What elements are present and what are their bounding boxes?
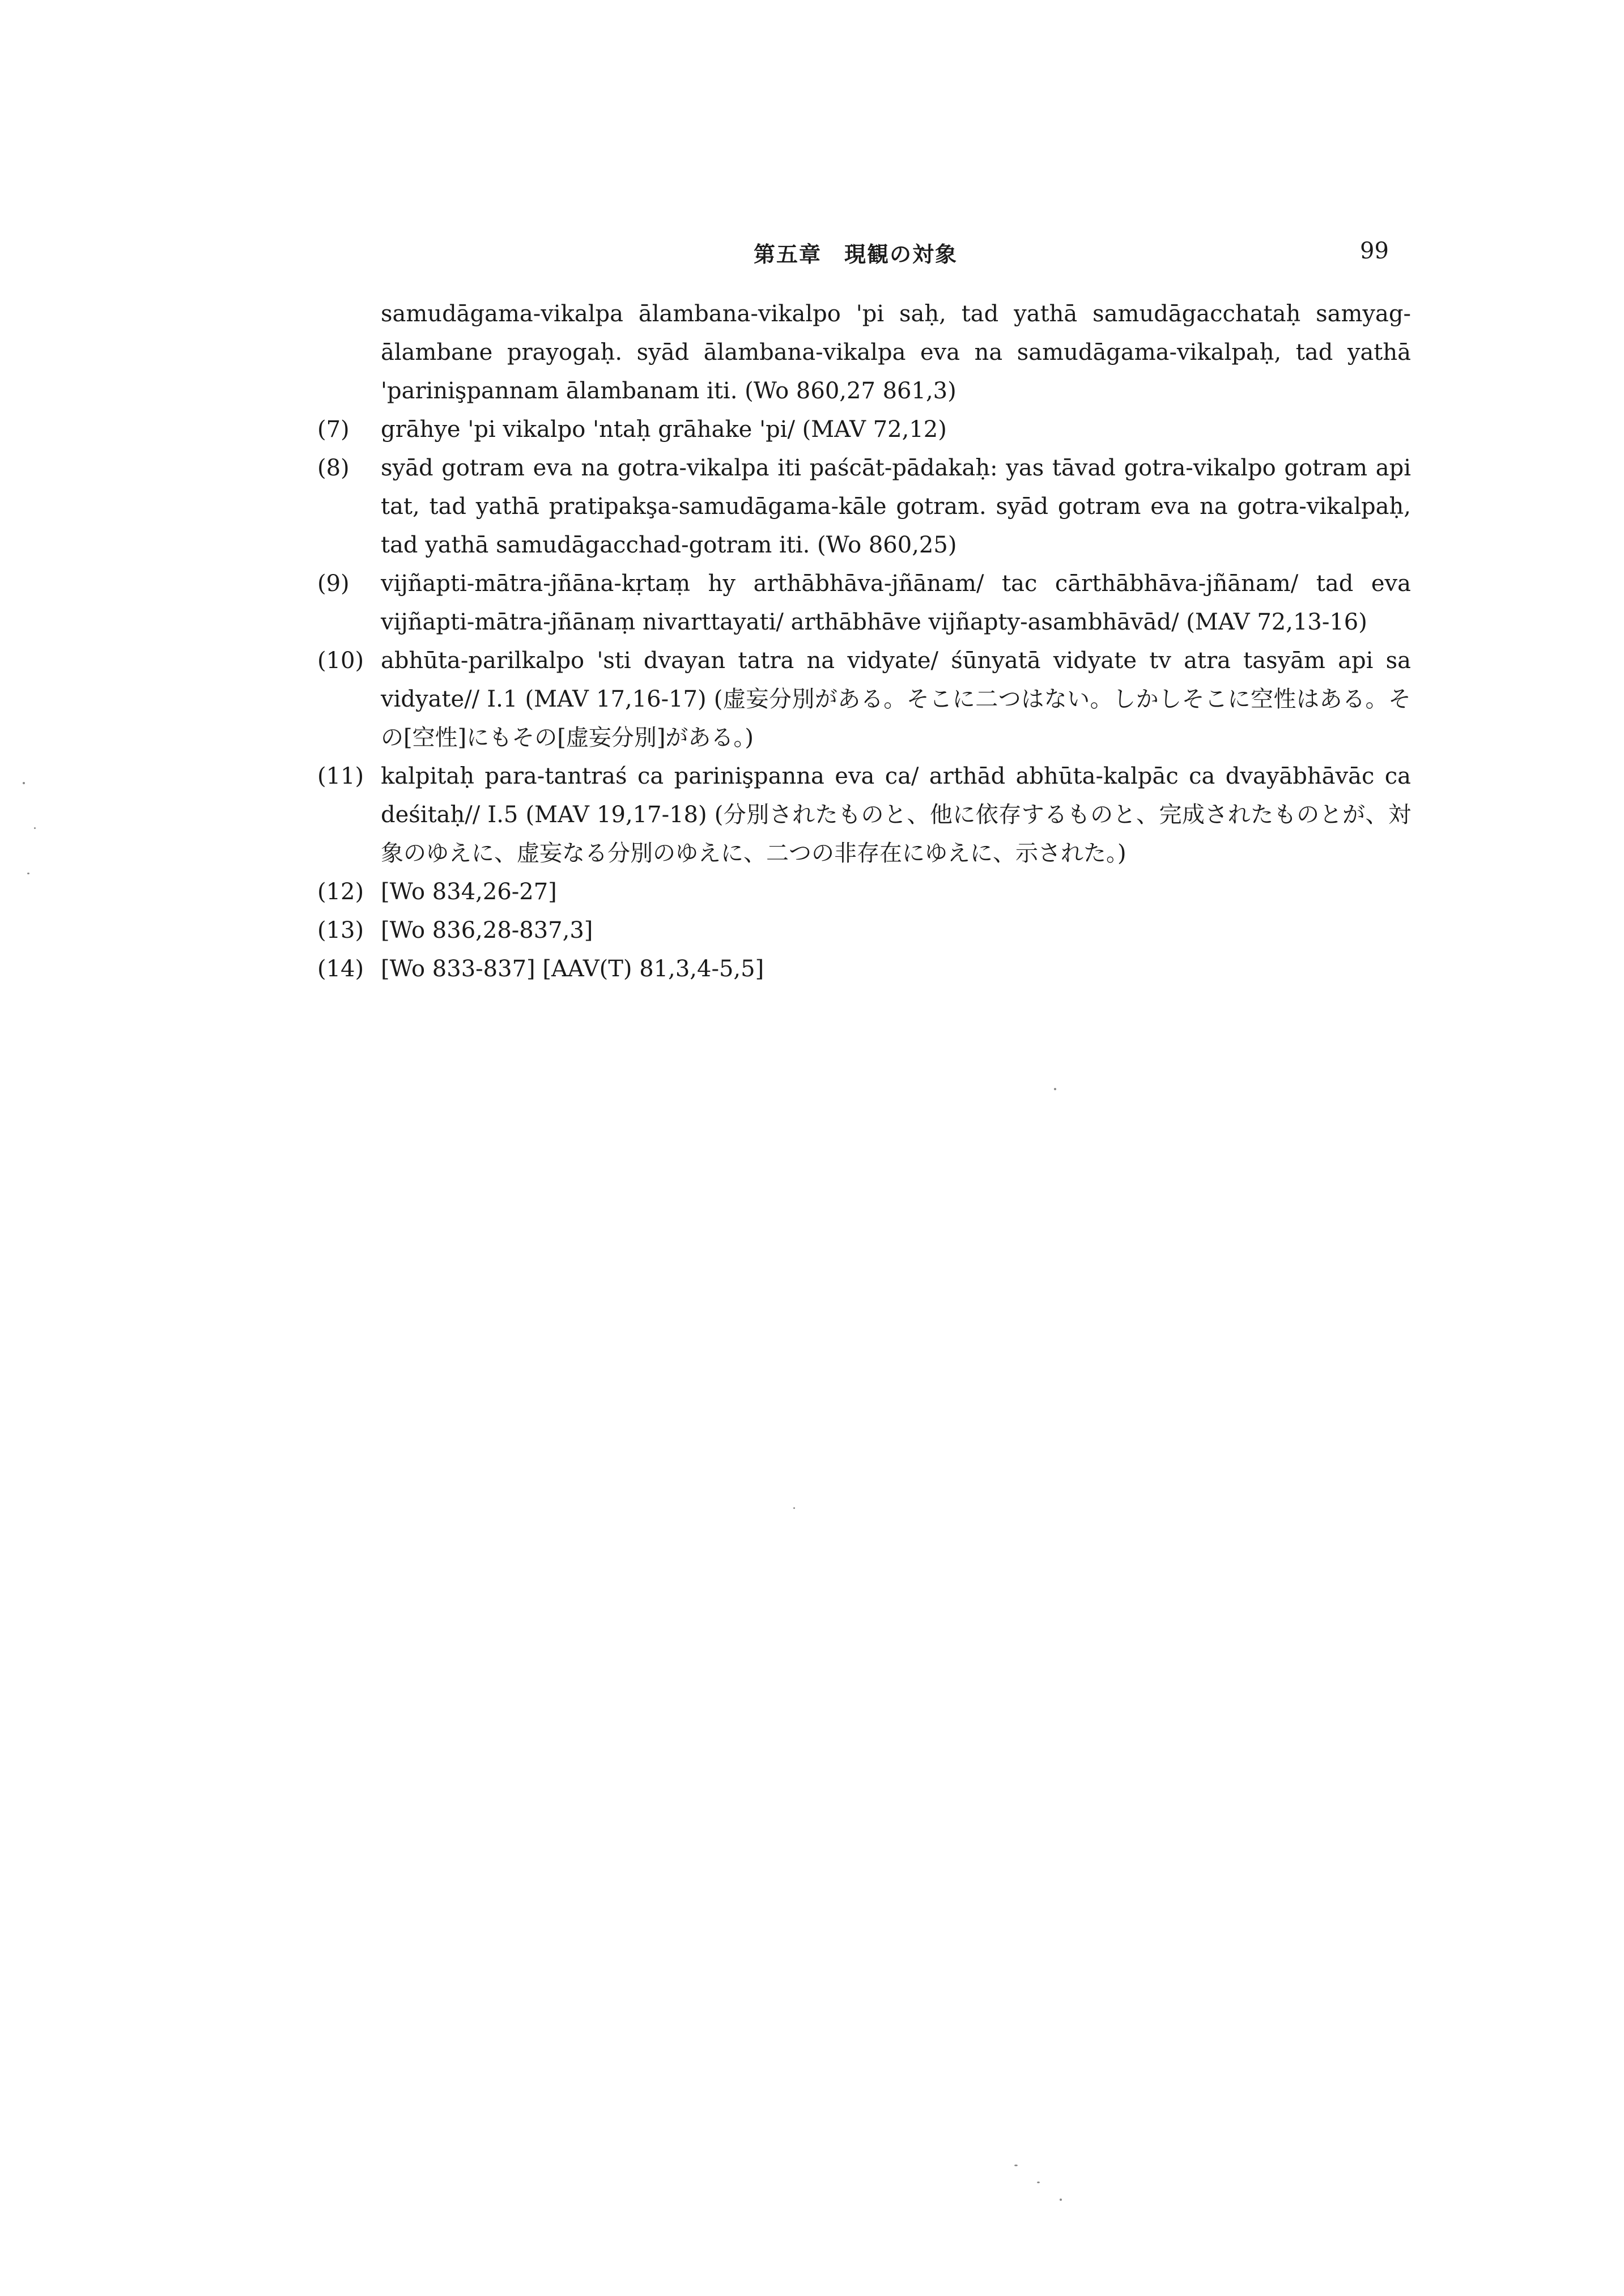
scan-speck <box>27 873 29 874</box>
page-number: 99 <box>1360 238 1389 264</box>
footnotes <box>317 295 1411 988</box>
footnote-text: [Wo 833-837] [AAV(T) 81,3,4-5,5] <box>381 956 764 982</box>
footnote-number: (14) <box>317 956 364 982</box>
footnote-text: syād gotram eva na gotra-vikalpa iti paścāt-pādakaḥ: yas tāvad gotra-vikalpo gotram api tat, tad yathā pratipakşa-samudāgama-kāle gotram. syād gotram eva na gotra-vikalpaḥ, tad yathā samudāgacchad-gotram iti. (Wo 860,25) <box>381 455 1411 558</box>
footnote-8 <box>317 449 1411 564</box>
footnote-number: (8) <box>317 455 350 481</box>
footnote-9 <box>317 564 1411 641</box>
footnote-text: abhūta-parilkalpo 'sti dvayan tatra na vidyate/ śūnyatā vidyate tv atra tasyām api sa vidyate// I.1 (MAV 17,16-17) (虚妄分別がある。そこに二つはない。しかしそこに空性はある。その[空性]にもその[虚妄分別]がある。) <box>381 648 1411 751</box>
footnote-text: [Wo 834,26-27] <box>381 879 557 905</box>
footnote-text: vijñapti-mātra-jñāna-kṛtaṃ hy arthābhāva-jñānam/ tac cārthābhāva-jñānam/ tad eva vijñapti-mātra-jñānaṃ nivarttayati/ arthābhāve vijñapty-asambhāvād/ (MAV 72,13-16) <box>381 571 1411 635</box>
footnote-12 <box>317 873 1411 911</box>
scan-speck <box>34 827 36 829</box>
scan-speck <box>1060 2199 1062 2201</box>
continued-note-text: samudāgama-vikalpa ālambana-vikalpo 'pi saḥ, tad yathā samudāgacchataḥ samyag-ālambane prayogaḥ. syād ālambana-vikalpa eva na samudāgama-vikalpaḥ, tad yathā 'parinişpannam ālambanam iti. (Wo 860,27 861,3) <box>381 301 1411 404</box>
footnote-13 <box>317 911 1411 950</box>
chapter-header: 第五章 現観の対象 <box>754 241 958 267</box>
footnote-text: grāhye 'pi vikalpo 'ntaḥ grāhake 'pi/ (MAV 72,12) <box>381 416 947 443</box>
footnote-text: [Wo 836,28-837,3] <box>381 917 593 943</box>
footnote-number: (11) <box>317 763 364 789</box>
scan-speck <box>793 1507 795 1509</box>
footnote-number: (7) <box>317 416 350 443</box>
footnote-14 <box>317 950 1411 988</box>
scan-speck <box>23 782 25 784</box>
scan-speck <box>1037 2182 1040 2183</box>
footnote-10 <box>317 641 1411 757</box>
scan-speck <box>1014 2165 1018 2166</box>
footnote-number: (13) <box>317 917 364 943</box>
footnote-number: (10) <box>317 648 364 674</box>
footnote-text: kalpitaḥ para-tantraś ca parinişpanna eva ca/ arthād abhūta-kalpāc ca dvayābhāvāc ca deśitaḥ// I.5 (MAV 19,17-18) (分別されたものと、他に依存するものと、完成されたものとが、対象のゆえに、虚妄なる分別のゆえに、二つの非存在にゆえに、示された。) <box>381 763 1411 866</box>
footnote-7 <box>317 410 1411 449</box>
scan-speck <box>1054 1088 1056 1090</box>
footnote-number: (12) <box>317 879 364 905</box>
footnote-11 <box>317 757 1411 873</box>
footnote-number: (9) <box>317 571 350 597</box>
